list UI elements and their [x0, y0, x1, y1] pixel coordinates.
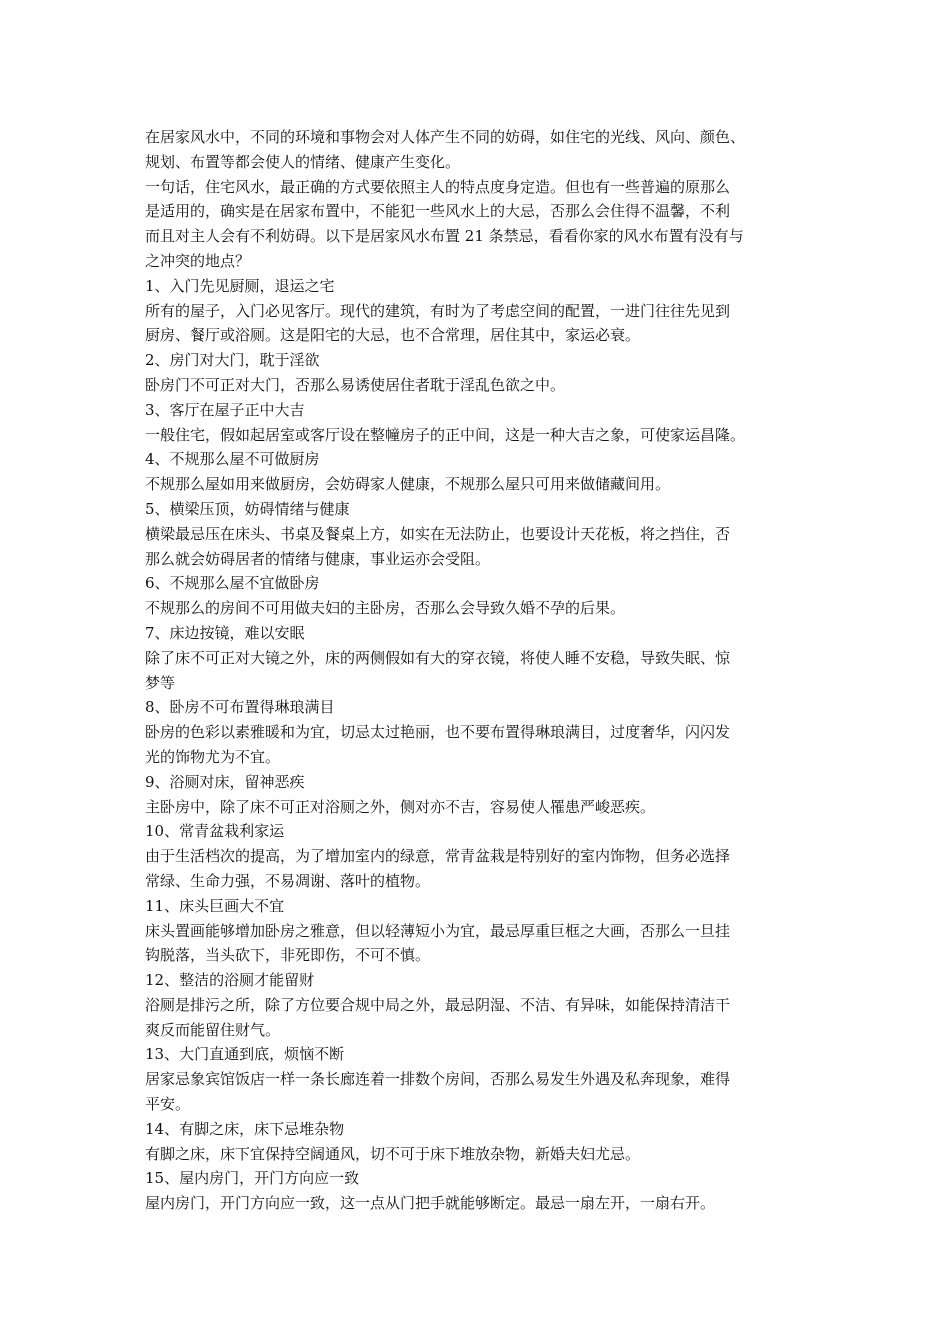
text-line: 光的饰物尤为不宜。	[145, 747, 281, 766]
section-heading: 10、常青盆栽利家运	[145, 822, 285, 841]
text-line: 是适用的，确实是在居家布置中，不能犯一些风水上的大忌，否那么会住得不温馨，不利	[145, 202, 731, 221]
text-line: 有脚之床，床下宜保持空阔通风，切不可于床下堆放杂物，新婚夫妇尤忌。	[145, 1144, 641, 1163]
section-heading: 6、不规那么屋不宜做卧房	[145, 574, 320, 593]
section-heading: 7、床边按镜，难以安眠	[145, 623, 305, 642]
section-heading: 9、浴厕对床，留神恶疾	[145, 772, 305, 791]
text-line: 卧房门不可正对大门，否那么易诱使居住者耽于淫乱色欲之中。	[145, 375, 566, 394]
section-heading: 3、客厅在屋子正中大吉	[145, 400, 305, 419]
section-heading: 8、卧房不可布置得琳琅满目	[145, 698, 335, 717]
text-line: 屋内房门，开门方向应一致，这一点从门把手就能够断定。最忌一扇左开，一扇右开。	[145, 1194, 716, 1213]
section-heading: 12、整洁的浴厕才能留财	[145, 971, 315, 990]
text-line: 常绿、生命力强，不易凋谢、落叶的植物。	[145, 871, 431, 890]
text-line: 之冲突的地点？	[145, 251, 251, 270]
text-line: 不规那么的房间不可用做夫妇的主卧房，否那么会导致久婚不孕的后果。	[145, 599, 626, 618]
text-line: 除了床不可正对大镜之外，床的两侧假如有大的穿衣镜，将使人睡不安稳，导致失眠、惊	[145, 648, 731, 667]
section-heading: 15、屋内房门，开门方向应一致	[145, 1169, 360, 1188]
text-line: 主卧房中，除了床不可正对浴厕之外，侧对亦不吉，容易使人罹患严峻恶疾。	[145, 797, 656, 816]
section-heading: 2、房门对大门，耽于淫欲	[145, 351, 320, 370]
text-line: 所有的屋子，入门必见客厅。现代的建筑，有时为了考虑空间的配置，一进门往往先见到	[145, 301, 731, 320]
text-line: 浴厕是排污之所，除了方位要合规中局之外，最忌阴湿、不洁、有异味，如能保持清洁干	[145, 995, 731, 1014]
text-line: 而且对主人会有不利妨碍。以下是居家风水布置 21 条禁忌，看看你家的风水布置有没有与	[145, 227, 744, 246]
text-line: 在居家风水中，不同的环境和事物会对人体产生不同的妨碍，如住宅的光线、风向、颜色、	[145, 128, 746, 146]
text-line: 梦等	[145, 673, 176, 692]
text-line: 横梁最忌压在床头、书桌及餐桌上方，如实在无法防止，也要设计天花板，将之挡住，否	[145, 524, 731, 543]
section-heading: 13、大门直通到底，烦恼不断	[145, 1045, 345, 1064]
section-heading: 4、不规那么屋不可做厨房	[145, 450, 320, 469]
text-line: 爽反而能留住财气。	[145, 1020, 281, 1039]
section-heading: 11、床头巨画大不宜	[145, 896, 285, 915]
text-line: 由于生活档次的提高，为了增加室内的绿意，常青盆栽是特别好的室内饰物，但务必选择	[145, 847, 731, 866]
text-line: 床头置画能够增加卧房之雅意，但以轻薄短小为宜，最忌厚重巨框之大画，否那么一旦挂	[145, 921, 731, 940]
document-body	[145, 125, 815, 1216]
text-line: 平安。	[145, 1095, 191, 1114]
section-heading: 14、有脚之床，床下忌堆杂物	[145, 1119, 345, 1138]
text-line: 那么就会妨碍居者的情绪与健康，事业运亦会受阻。	[145, 549, 491, 568]
text-line: 一般住宅，假如起居室或客厅设在整幢房子的正中间，这是一种大吉之象，可使家运昌隆。	[145, 425, 746, 444]
text-line: 规划、布置等都会使人的情绪、健康产生变化。	[145, 152, 461, 171]
text-line: 一句话，住宅风水，最正确的方式要依照主人的特点度身定造。但也有一些普遍的原那么	[145, 177, 731, 196]
text-line: 厨房、餐厅或浴厕。这是阳宅的大忌，也不合常理，居住其中，家运必衰。	[145, 326, 641, 345]
text-line: 钩脱落，当头砍下，非死即伤，不可不慎。	[145, 946, 431, 965]
text-line: 卧房的色彩以素雅暖和为宜，切忌太过艳丽，也不要布置得琳琅满目，过度奢华，闪闪发	[145, 723, 731, 742]
section-heading: 5、横梁压顶，妨碍情绪与健康	[145, 499, 350, 518]
text-line: 居家忌象宾馆饭店一样一条长廊连着一排数个房间，否那么易发生外遇及私奔现象，难得	[145, 1070, 731, 1089]
text-line: 不规那么屋如用来做厨房，会妨碍家人健康，不规那么屋只可用来做储藏间用。	[145, 475, 671, 494]
section-heading: 1、入门先见厨厕，退运之宅	[145, 276, 335, 295]
